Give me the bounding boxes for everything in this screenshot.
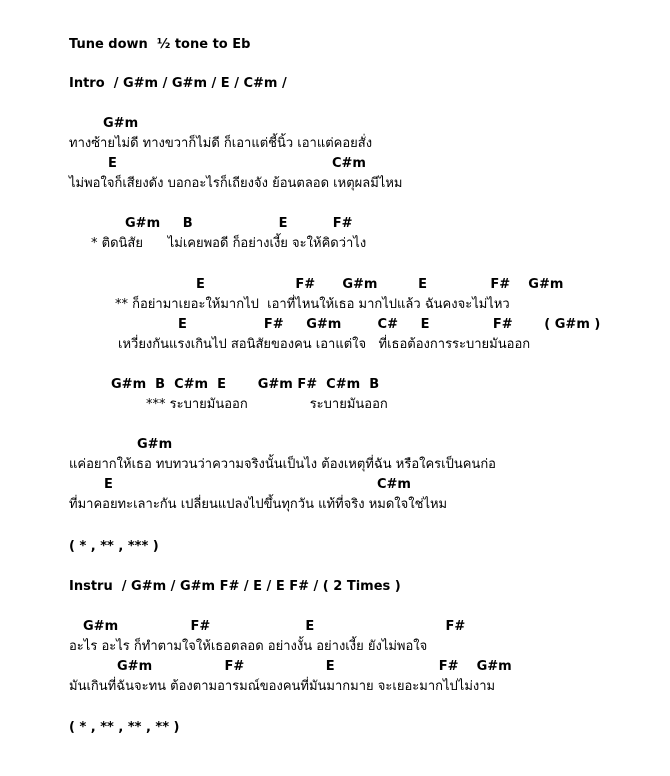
verse1-chord-2a: E (108, 156, 117, 171)
verse2-chord-2b: C#m (377, 477, 411, 492)
bridge-lyric-1: อะไร อะไร ก็ทำตามใจให้เธอตลอด อย่างงั้น อย่างเงี้ย ยังไม่พอใจ (69, 639, 428, 654)
chorus-lyric-2: เหวี่ยงกันแรงเกินไป สอนิสัยของคน เอาแต่ใจ ที่เธอต้องการระบายมันออก (118, 337, 531, 352)
outro-part-lyric: *** ระบายมันออก ระบายมันออก (146, 397, 388, 412)
instru-line: Instru / G#m / G#m F# / E / E F# / ( 2 Times ) (69, 579, 401, 594)
prechorus-chords: G#m B E F# (125, 216, 353, 231)
verse2-lyric-1: แค่อยากให้เธอ ทบทวนว่าความจริงนั้นเป็นไง ต้องเหตุที่ฉัน หรือใครเป็นคนก่อ (69, 457, 496, 472)
outro-part-chords: G#m B C#m E G#m F# C#m B (111, 377, 380, 392)
verse1-chord-2b: C#m (332, 156, 366, 171)
verse1-chord-1: G#m (103, 116, 139, 131)
tuning-note: Tune down ½ tone to Eb (69, 37, 251, 52)
chorus-chords-2: E F# G#m C# E F# ( G#m ) (178, 317, 601, 332)
intro-line: Intro / G#m / G#m / E / C#m / (69, 76, 287, 91)
repeat-marker-2: ( * , ** , ** , ** ) (69, 720, 180, 735)
verse2-chord-1: G#m (137, 437, 173, 452)
bridge-chords-1: G#m F# E F# (83, 619, 466, 634)
verse1-lyric-2: ไม่พอใจก็เสียงดัง บอกอะไรก็เถียงจัง ย้อนตลอด เหตุผลมีไหม (69, 176, 403, 191)
chorus-lyric-1: ** ก็อย่ามาเยอะให้มากไป เอาที่ไหนให้เธอ มากไปแล้ว ฉันคงจะไม่ไหว (115, 297, 510, 312)
verse2-chord-2a: E (104, 477, 113, 492)
prechorus-lyric: * ติดนิสัย ไม่เคยพอดี ก็อย่างเงี้ย จะให้คิดว่าไง (91, 236, 367, 251)
bridge-lyric-2: มันเกินที่ฉันจะทน ต้องตามอารมณ์ของคนที่มันมากมาย จะเยอะมากไปไม่งาม (69, 679, 496, 694)
bridge-chords-2: G#m F# E F# G#m (117, 659, 512, 674)
chorus-chords-1: E F# G#m E F# G#m (196, 277, 564, 292)
verse2-lyric-2: ที่มาคอยทะเลาะกัน เปลี่ยนแปลงไปขึ้นทุกวัน แท้ที่จริง หมดใจใช่ไหม (69, 497, 448, 512)
verse1-lyric-1: ทางซ้ายไม่ดี ทางขวาก็ไม่ดี ก็เอาแต่ชี้นิ้ว เอาแต่คอยสั่ง (69, 136, 373, 151)
repeat-marker-1: ( * , ** , *** ) (69, 539, 159, 554)
